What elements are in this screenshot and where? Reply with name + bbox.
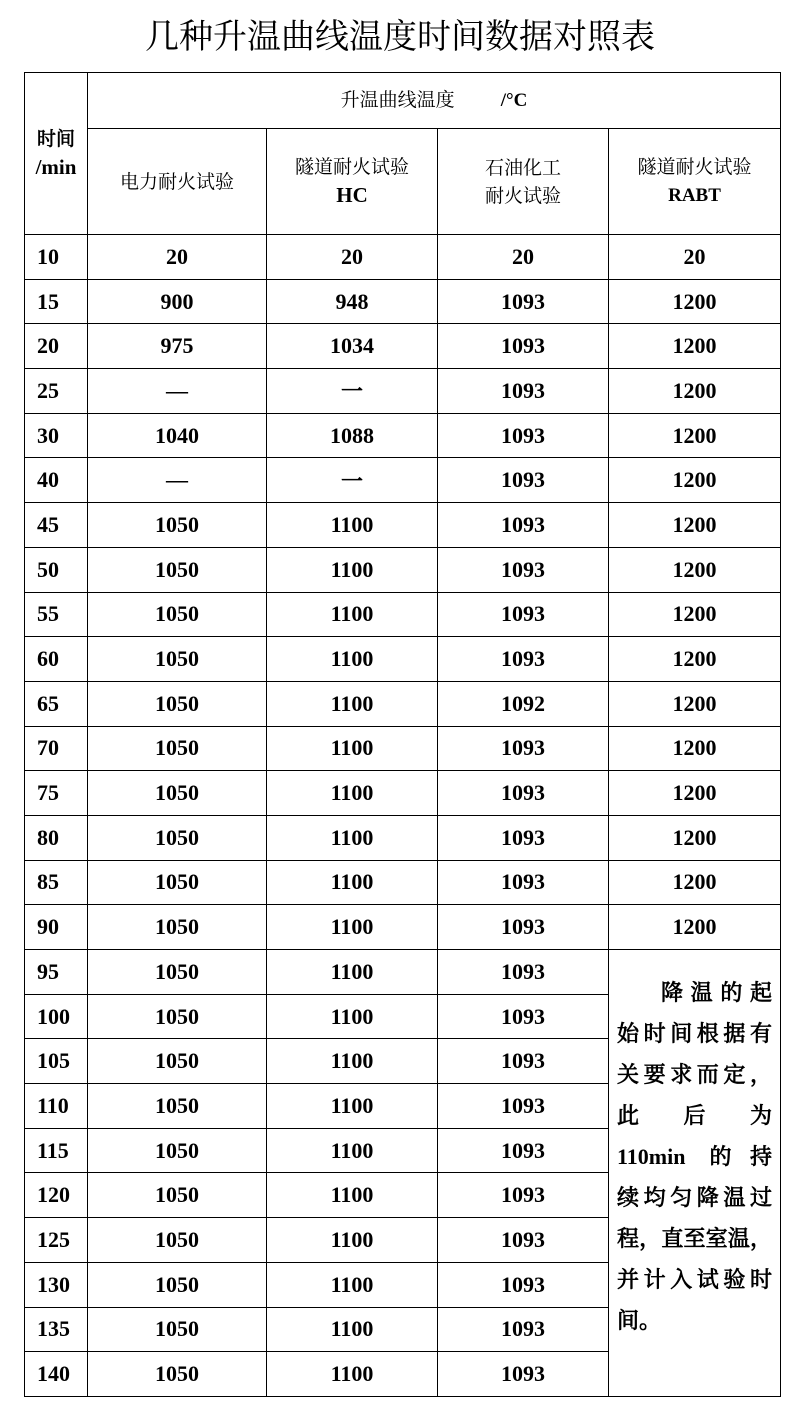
column-header-hc-line2: HC <box>336 183 368 207</box>
table-row <box>25 771 781 816</box>
table-row <box>25 547 781 592</box>
hc-temperature-cell: 948 <box>267 279 438 324</box>
power-temperature-cell: 1050 <box>88 815 267 860</box>
power-temperature-cell: 1050 <box>88 637 267 682</box>
petro-temperature-cell: 1093 <box>438 458 609 503</box>
time-cell: 50 <box>25 547 88 592</box>
power-temperature-cell: 1050 <box>88 1352 267 1397</box>
rabt-temperature-cell: 20 <box>609 235 781 280</box>
cooling-note <box>609 950 781 1397</box>
hc-temperature-cell: 1100 <box>267 1084 438 1129</box>
table-row <box>25 324 781 369</box>
cooling-note-line: 间。 <box>617 1308 662 1333</box>
hc-temperature-cell: 1088 <box>267 413 438 458</box>
rabt-temperature-cell: 1200 <box>609 860 781 905</box>
table-row <box>25 503 781 548</box>
petro-temperature-cell: 20 <box>438 235 609 280</box>
table-row <box>25 905 781 950</box>
petro-temperature-cell: 1093 <box>438 1307 609 1352</box>
power-temperature-cell: 900 <box>88 279 267 324</box>
power-temperature-cell: 1050 <box>88 860 267 905</box>
cooling-note-line: 降温的起 <box>661 980 773 1005</box>
petro-temperature-cell: 1093 <box>438 1084 609 1129</box>
power-temperature-cell: — <box>88 458 267 503</box>
column-header-power <box>88 129 267 235</box>
rabt-temperature-cell: 1200 <box>609 726 781 771</box>
petro-temperature-cell: 1093 <box>438 771 609 816</box>
cooling-note-line: 此 后 为 <box>617 1103 773 1128</box>
hc-temperature-cell: 1100 <box>267 815 438 860</box>
rabt-temperature-cell: 1200 <box>609 592 781 637</box>
column-header-rabt-line2: RABT <box>668 185 721 206</box>
time-cell: 125 <box>25 1218 88 1263</box>
table-row <box>25 279 781 324</box>
hc-temperature-cell: 一 <box>267 458 438 503</box>
power-temperature-cell: 1050 <box>88 905 267 950</box>
time-cell: 90 <box>25 905 88 950</box>
power-temperature-cell: 1040 <box>88 413 267 458</box>
rabt-temperature-cell: 1200 <box>609 681 781 726</box>
time-cell: 45 <box>25 503 88 548</box>
table-row <box>25 369 781 414</box>
cooling-note-line: 关要求而定， <box>617 1062 773 1087</box>
power-temperature-cell: 1050 <box>88 503 267 548</box>
time-cell: 15 <box>25 279 88 324</box>
table-row <box>25 413 781 458</box>
column-header-power-line1: 电力耐火试验 <box>119 170 234 193</box>
petro-temperature-cell: 1093 <box>438 726 609 771</box>
group-header-unit: /°C <box>500 90 528 111</box>
power-temperature-cell: 1050 <box>88 1218 267 1263</box>
hc-temperature-cell: 1100 <box>267 1173 438 1218</box>
rabt-temperature-cell: 1200 <box>609 503 781 548</box>
time-cell: 25 <box>25 369 88 414</box>
petro-temperature-cell: 1093 <box>438 547 609 592</box>
hc-temperature-cell: 1100 <box>267 547 438 592</box>
temperature-time-table <box>24 72 781 1397</box>
time-cell: 10 <box>25 235 88 280</box>
time-header-label: 时间 <box>36 128 75 150</box>
petro-temperature-cell: 1093 <box>438 994 609 1039</box>
power-temperature-cell: 1050 <box>88 771 267 816</box>
cooling-note-line: 程，直至室温， <box>617 1226 773 1251</box>
power-temperature-cell: 1050 <box>88 592 267 637</box>
cooling-note-line: 并计入试验时 <box>617 1267 773 1292</box>
petro-temperature-cell: 1093 <box>438 1173 609 1218</box>
table-row <box>25 637 781 682</box>
hc-temperature-cell: 1100 <box>267 1307 438 1352</box>
hc-temperature-cell: 1100 <box>267 905 438 950</box>
cooling-note-line: 110min 的持 <box>617 1144 773 1169</box>
column-header-rabt-line1: 隧道耐火试验 <box>637 156 752 178</box>
time-cell: 55 <box>25 592 88 637</box>
time-cell: 95 <box>25 950 88 995</box>
time-cell: 75 <box>25 771 88 816</box>
petro-temperature-cell: 1093 <box>438 413 609 458</box>
table-row <box>25 235 781 280</box>
table-row <box>25 726 781 771</box>
petro-temperature-cell: 1093 <box>438 369 609 414</box>
rabt-temperature-cell: 1200 <box>609 815 781 860</box>
petro-temperature-cell: 1092 <box>438 681 609 726</box>
petro-temperature-cell: 1093 <box>438 1218 609 1263</box>
hc-temperature-cell: 一 <box>267 369 438 414</box>
rabt-temperature-cell: 1200 <box>609 369 781 414</box>
hc-temperature-cell: 1100 <box>267 592 438 637</box>
table-row <box>25 815 781 860</box>
hc-temperature-cell: 1100 <box>267 637 438 682</box>
hc-temperature-cell: 1100 <box>267 503 438 548</box>
power-temperature-cell: 1050 <box>88 1128 267 1173</box>
time-column-header <box>25 73 88 235</box>
time-cell: 70 <box>25 726 88 771</box>
hc-temperature-cell: 1100 <box>267 726 438 771</box>
time-cell: 135 <box>25 1307 88 1352</box>
group-header <box>88 73 781 129</box>
table-row <box>25 860 781 905</box>
table-row <box>25 681 781 726</box>
hc-temperature-cell: 1100 <box>267 1218 438 1263</box>
power-temperature-cell: 1050 <box>88 994 267 1039</box>
hc-temperature-cell: 1100 <box>267 1128 438 1173</box>
time-cell: 100 <box>25 994 88 1039</box>
time-header-unit: /min <box>35 155 77 179</box>
hc-temperature-cell: 1100 <box>267 1352 438 1397</box>
time-cell: 80 <box>25 815 88 860</box>
hc-temperature-cell: 1100 <box>267 1039 438 1084</box>
power-temperature-cell: 1050 <box>88 547 267 592</box>
petro-temperature-cell: 1093 <box>438 1262 609 1307</box>
time-cell: 140 <box>25 1352 88 1397</box>
power-temperature-cell: 975 <box>88 324 267 369</box>
time-cell: 65 <box>25 681 88 726</box>
rabt-temperature-cell: 1200 <box>609 637 781 682</box>
column-header-petro <box>438 129 609 235</box>
petro-temperature-cell: 1093 <box>438 637 609 682</box>
hc-temperature-cell: 1100 <box>267 950 438 995</box>
power-temperature-cell: 1050 <box>88 726 267 771</box>
power-temperature-cell: 1050 <box>88 1084 267 1129</box>
time-cell: 30 <box>25 413 88 458</box>
hc-temperature-cell: 1100 <box>267 994 438 1039</box>
petro-temperature-cell: 1093 <box>438 860 609 905</box>
cooling-note-line: 始时间根据有 <box>617 1021 773 1046</box>
table-row <box>25 592 781 637</box>
rabt-temperature-cell: 1200 <box>609 547 781 592</box>
petro-temperature-cell: 1093 <box>438 1128 609 1173</box>
power-temperature-cell: 1050 <box>88 950 267 995</box>
cooling-note-line: 续均匀降温过 <box>617 1185 773 1210</box>
time-cell: 110 <box>25 1084 88 1129</box>
time-cell: 115 <box>25 1128 88 1173</box>
petro-temperature-cell: 1093 <box>438 503 609 548</box>
power-temperature-cell: 1050 <box>88 681 267 726</box>
petro-temperature-cell: 1093 <box>438 592 609 637</box>
hc-temperature-cell: 1100 <box>267 1262 438 1307</box>
time-cell: 20 <box>25 324 88 369</box>
rabt-temperature-cell: 1200 <box>609 279 781 324</box>
column-header-rabt <box>609 129 781 235</box>
petro-temperature-cell: 1093 <box>438 905 609 950</box>
hc-temperature-cell: 1034 <box>267 324 438 369</box>
petro-temperature-cell: 1093 <box>438 279 609 324</box>
time-cell: 130 <box>25 1262 88 1307</box>
time-cell: 120 <box>25 1173 88 1218</box>
rabt-temperature-cell: 1200 <box>609 771 781 816</box>
time-cell: 105 <box>25 1039 88 1084</box>
petro-temperature-cell: 1093 <box>438 950 609 995</box>
rabt-temperature-cell: 1200 <box>609 458 781 503</box>
column-header-hc <box>267 129 438 235</box>
power-temperature-cell: — <box>88 369 267 414</box>
petro-temperature-cell: 1093 <box>438 1039 609 1084</box>
hc-temperature-cell: 1100 <box>267 771 438 816</box>
petro-temperature-cell: 1093 <box>438 324 609 369</box>
time-cell: 40 <box>25 458 88 503</box>
hc-temperature-cell: 1100 <box>267 860 438 905</box>
power-temperature-cell: 1050 <box>88 1262 267 1307</box>
table-row <box>25 458 781 503</box>
rabt-temperature-cell: 1200 <box>609 324 781 369</box>
power-temperature-cell: 1050 <box>88 1173 267 1218</box>
hc-temperature-cell: 20 <box>267 235 438 280</box>
time-cell: 60 <box>25 637 88 682</box>
table-row <box>25 950 781 995</box>
table-body <box>25 235 781 1397</box>
power-temperature-cell: 1050 <box>88 1307 267 1352</box>
petro-temperature-cell: 1093 <box>438 815 609 860</box>
petro-temperature-cell: 1093 <box>438 1352 609 1397</box>
rabt-temperature-cell: 1200 <box>609 413 781 458</box>
group-header-label: 升温曲线温度 <box>340 89 455 111</box>
rabt-temperature-cell: 1200 <box>609 905 781 950</box>
hc-temperature-cell: 1100 <box>267 681 438 726</box>
power-temperature-cell: 20 <box>88 235 267 280</box>
column-header-petro-line2: 耐火试验 <box>484 184 561 207</box>
time-cell: 85 <box>25 860 88 905</box>
power-temperature-cell: 1050 <box>88 1039 267 1084</box>
column-header-petro-line1: 石油化工 <box>484 156 561 179</box>
column-header-hc-line1: 隧道耐火试验 <box>294 156 409 178</box>
page-title: 几种升温曲线温度时间数据对照表 <box>145 17 655 57</box>
